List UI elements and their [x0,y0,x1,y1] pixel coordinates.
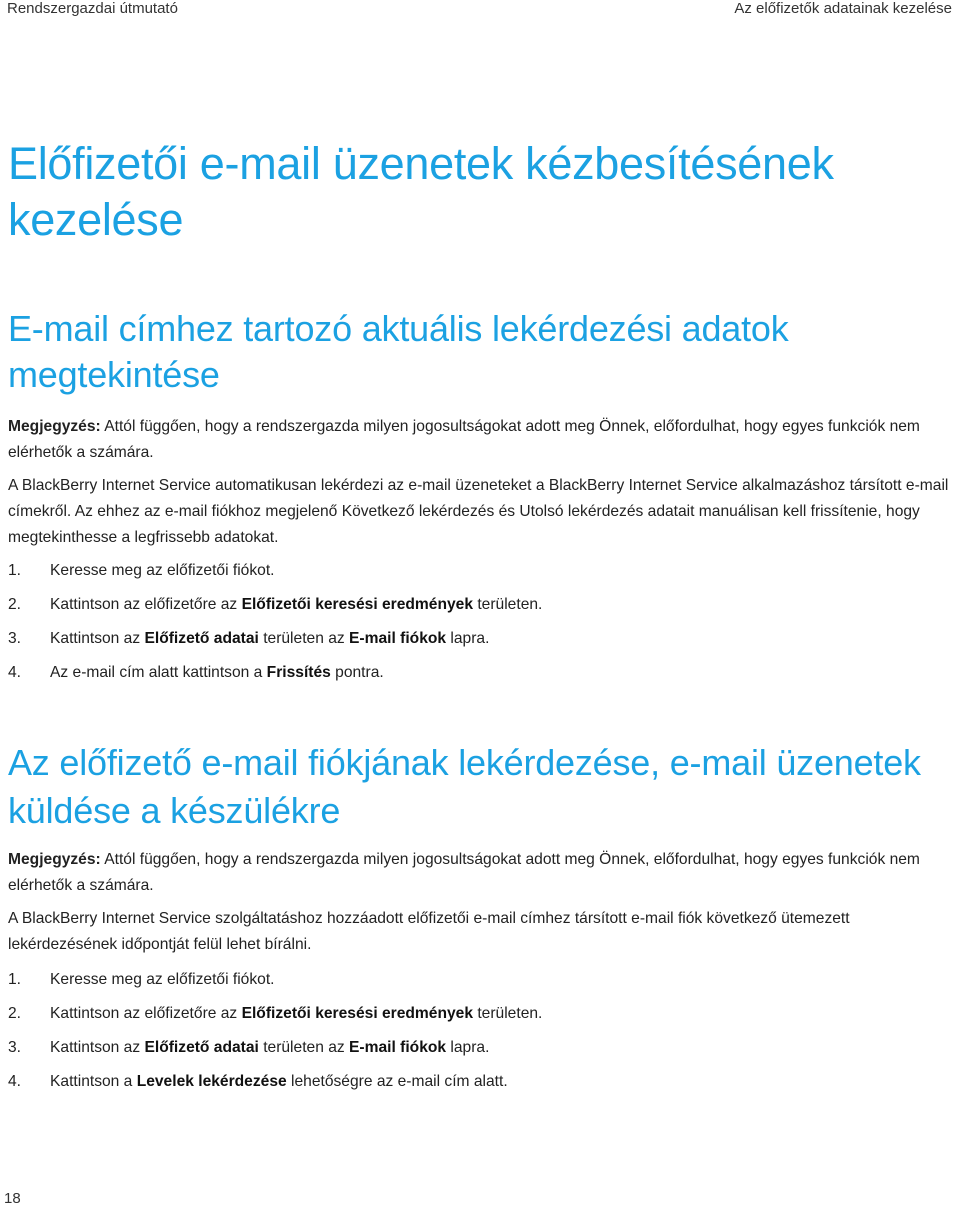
step-text: területen. [473,1005,543,1022]
step-text: Kattintson az előfizetőre az [50,596,242,613]
ui-element-name: E-mail fiókok [349,630,447,647]
step-number: 4. [8,1073,22,1090]
ui-element-name: Előfizető adatai [144,630,259,647]
step-text: Kattintson az előfizetőre az [50,1005,242,1022]
step-text: Keresse meg az előfizetői fiókot. [50,562,275,579]
step-item [8,997,953,1031]
ui-element-name: Előfizető adatai [144,1039,259,1056]
ui-element-name: Előfizetői keresési eredmények [241,596,474,613]
ui-element-name: Levelek lekérdezése [136,1073,287,1090]
step-number: 3. [8,630,22,647]
step-text: területen. [473,596,543,613]
step-text: Kattintson az [50,1039,145,1056]
section2-intro [8,906,953,958]
section-heading-current-poll-info: E-mail címhez tartozó aktuális lekérdezési adatok megtekintése [8,308,789,395]
note-label: Megjegyzés: [8,851,101,868]
step-text: Keresse meg az előfizetői fiókot. [50,971,275,988]
step-number: 3. [8,1039,22,1056]
steps-list [8,963,953,1099]
page-title: Előfizetői e-mail üzenetek kézbesítésének kezelése [8,138,834,245]
running-header-left: Rendszergazdai útmutató [7,0,178,17]
ui-element-name: Előfizetői keresési eredmények [241,1005,474,1022]
note-paragraph [8,847,953,899]
section1-intro [8,473,953,551]
step-text: lapra. [446,630,490,647]
step-text: területen az [258,1039,350,1056]
section1-steps [8,554,953,690]
running-header-right: Az előfizetők adatainak kezelése [734,0,952,17]
note-text: Attól függően, hogy a rendszergazda milyen jogosultságokat adott meg Önnek, előfordulhat, hogy egyes funkciók nem elérhetők a számára. [8,418,920,461]
step-text: Az e-mail cím alatt kattintson a [50,664,267,681]
step-text: területen az [258,630,350,647]
section1-note [8,414,953,466]
section2-note [8,847,953,899]
intro-paragraph: A BlackBerry Internet Service automatikusan lekérdezi az e-mail üzeneteket a BlackBerry Internet Service alkalmazáshoz társított e-mail címekről. Az ehhez az e-mail fiókhoz megjelenő Következő lekérdezés és Utolsó lekérdezés adatait manuálisan kell frissítenie, hogy megtekinthesse a legfrissebb adatokat. [8,477,949,546]
step-text: pontra. [330,664,384,681]
step-item [8,656,953,690]
page-number: 18 [4,1190,21,1207]
section2-steps [8,963,953,1099]
step-number: 4. [8,664,22,681]
step-item [8,1031,953,1065]
section-heading-poll-and-send: Az előfizető e-mail fiókjának lekérdezése, e-mail üzenetek küldése a készülékre [8,742,921,831]
intro-paragraph: A BlackBerry Internet Service szolgáltatáshoz hozzáadott előfizetői e-mail címhez társított e-mail fiók következő ütemezett lekérdezésének időpontját felül lehet bírálni. [8,910,850,953]
step-item [8,1065,953,1099]
note-paragraph [8,414,953,466]
step-text: Kattintson a [50,1073,137,1090]
step-text: lapra. [446,1039,490,1056]
step-number: 2. [8,1005,22,1022]
steps-list [8,554,953,690]
step-number: 1. [8,562,22,579]
ui-element-name: Frissítés [266,664,331,681]
step-number: 1. [8,971,22,988]
step-item [8,963,953,997]
step-item [8,622,953,656]
note-text: Attól függően, hogy a rendszergazda milyen jogosultságokat adott meg Önnek, előfordulhat, hogy egyes funkciók nem elérhetők a számára. [8,851,920,894]
step-number: 2. [8,596,22,613]
step-text: Kattintson az [50,630,145,647]
step-item [8,588,953,622]
ui-element-name: E-mail fiókok [349,1039,447,1056]
step-item [8,554,953,588]
step-text: lehetőségre az e-mail cím alatt. [286,1073,508,1090]
note-label: Megjegyzés: [8,418,101,435]
